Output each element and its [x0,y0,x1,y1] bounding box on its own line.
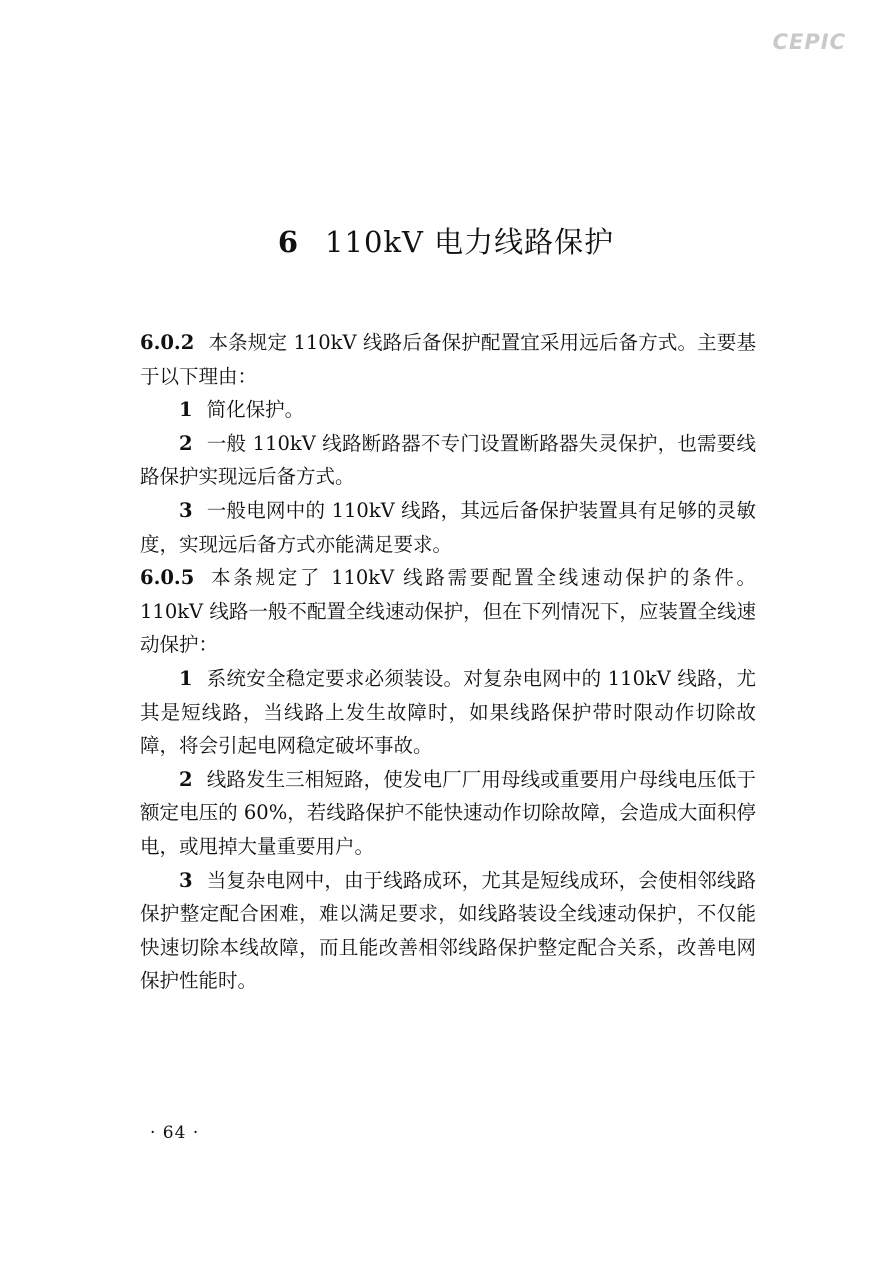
item-number: 1 [179,398,193,422]
page-number: · 64 · [150,1123,200,1143]
item-text: 当复杂电网中，由于线路成环，尤其是短线成环，会使相邻线路保护整定配合困难，难以满足要求，如线路装设全线速动保护，不仅能快速切除本线故障，而且能改善相邻线路保护整定配合关系，改善电网保护性能时。 [140,868,756,993]
item-number: 2 [179,431,193,455]
chapter-title-text: 110kV 电力线路保护 [325,225,615,259]
list-item [140,662,756,763]
chapter-number: 6 [277,225,300,259]
item-text: 系统安全稳定要求必须装设。对复杂电网中的 110kV 线路，尤其是短线路，当线路上发生故障时，如果线路保护带时限动作切除故障，将会引起电网稳定破坏事故。 [140,666,756,758]
clause-text: 本条规定 110kV 线路后备保护配置宜采用远后备方式。主要基于以下理由： [140,331,756,388]
item-text: 线路发生三相短路，使发电厂厂用母线或重要用户母线电压低于额定电压的 60%，若线路保护不能快速动作切除故障，会造成大面积停电，或甩掉大量重要用户。 [140,767,756,858]
chapter-title [0,222,892,262]
list-item [140,494,756,561]
clause-number: 6.0.2 [140,331,195,354]
clause-text: 本条规定了 110kV 线路需要配置全线速动保护的条件。110kV 线路一般不配置全线速动保护，但在下列情况下，应装置全线速动保护： [140,566,756,657]
list-item [140,427,756,494]
item-number: 3 [179,868,193,892]
list-item [140,864,756,998]
item-number: 2 [179,767,193,791]
clause-number: 6.0.5 [140,566,195,590]
item-text: 一般电网中的 110kV 线路，其远后备保护装置具有足够的灵敏度，实现远后备方式亦能满足要求。 [140,498,756,556]
document-body [140,326,756,998]
list-item [140,763,756,864]
item-number: 3 [179,498,193,522]
item-number: 1 [179,666,193,690]
item-text: 简化保护。 [206,398,305,422]
cepic-watermark: CEPIC [772,30,846,54]
clause-6-0-2 [140,326,756,393]
list-item [140,393,756,427]
clause-6-0-5 [140,561,756,662]
item-text: 一般 110kV 线路断路器不专门设置断路器失灵保护，也需要线路保护实现远后备方式。 [140,431,756,489]
